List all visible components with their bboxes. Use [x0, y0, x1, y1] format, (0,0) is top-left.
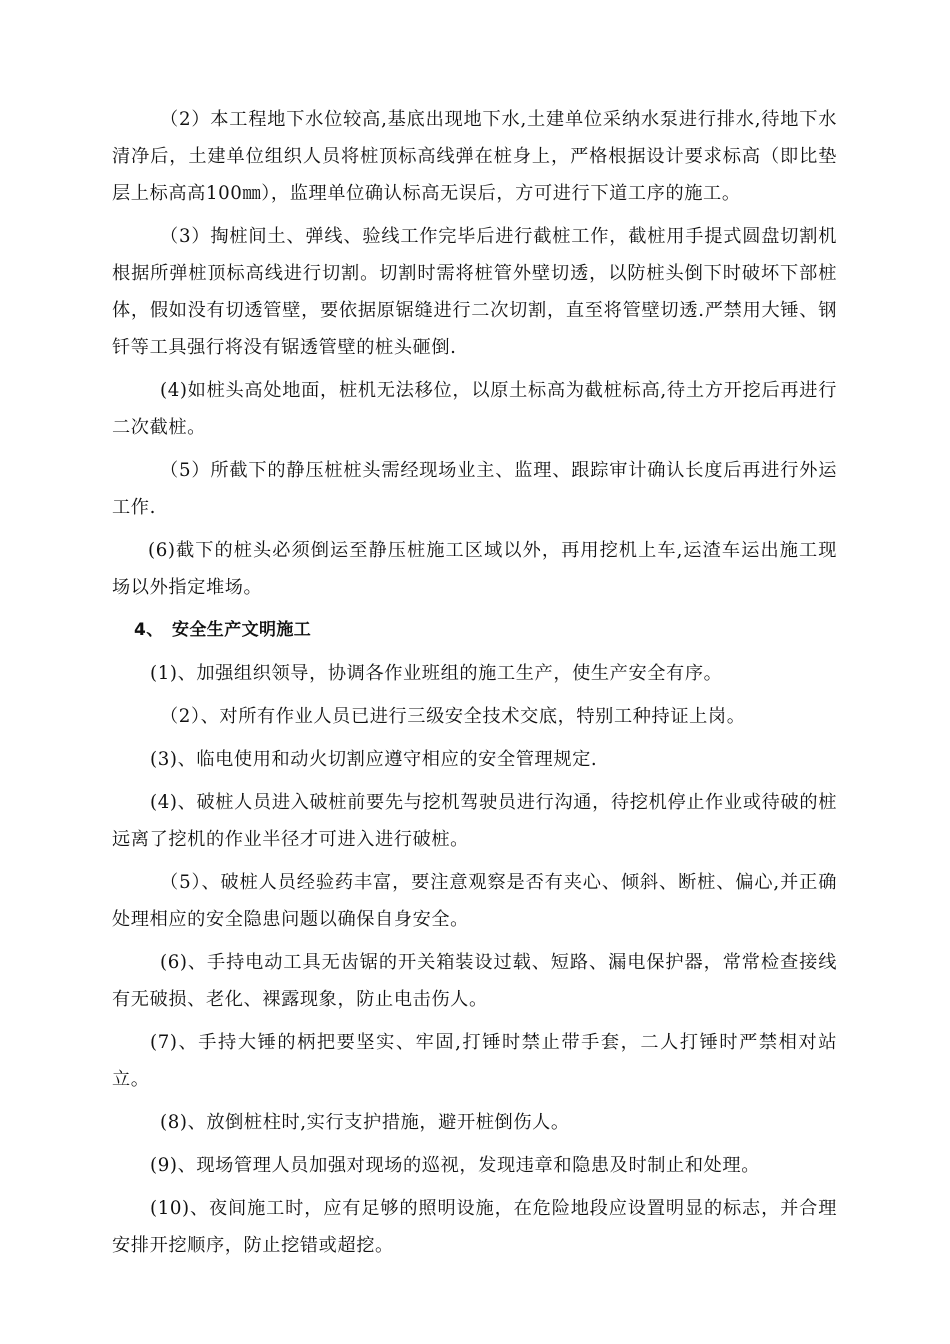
document-body — [112, 101, 837, 1270]
paragraph-3: （3）掏桩间土、弹线、验线工作完毕后进行截桩工作，截桩用手提式圆盘切割机根据所弹桩顶标高线进行切割。切割时需将桩管外壁切透，以防桩头倒下时破坏下部桩体，假如没有切透管壁，要依据原锯缝进行二次切割，直至将管壁切透.严禁用大锤、钢钎等工具强行将没有锯透管壁的桩头砸倒. — [112, 226, 837, 358]
paragraph-2: （2）本工程地下水位较高,基底出现地下水,土建单位采纳水泵进行排水,待地下水清净后，土建单位组织人员将桩顶标高线弹在桩身上，严格根据设计要求标高（即比垫层上标高高100㎜），监理单位确认标高无误后，方可进行下道工序的施工。 — [112, 109, 837, 204]
paragraph-6: (6)截下的桩头必须倒运至静压桩施工区域以外，再用挖机上车,运渣车运出施工现场以外指定堆场。 — [112, 540, 837, 598]
safety-item-1: (1)、加强组织领导，协调各作业班组的施工生产，使生产安全有序。 — [150, 663, 723, 684]
paragraph-4: (4)如桩头高处地面，桩机无法移位，以原土标高为截桩标高,待土方开挖后再进行二次截桩。 — [112, 380, 837, 438]
safety-item-6: (6)、手持电动工具无齿锯的开关箱装设过载、短路、漏电保护器，常常检查接线有无破损、老化、裸露现象，防止电击伤人。 — [112, 952, 837, 1010]
safety-item-2: （2）、对所有作业人员已进行三级安全技术交底，特别工种持证上岗。 — [160, 706, 746, 727]
safety-item-8: (8)、放倒桩柱时,实行支护措施，避开桩倒伤人。 — [160, 1112, 570, 1133]
safety-item-4: (4)、破桩人员进入破桩前要先与挖机驾驶员进行沟通，待挖机停止作业或待破的桩远离了挖机的作业半径才可进入进行破桩。 — [112, 792, 837, 850]
section-heading — [112, 612, 837, 649]
section-number: 4、 — [134, 620, 164, 640]
safety-item-9: (9)、现场管理人员加强对现场的巡视，发现违章和隐患及时制止和处理。 — [150, 1155, 760, 1176]
safety-item-3: (3)、临电使用和动火切割应遵守相应的安全管理规定. — [150, 749, 598, 770]
safety-item-10: (10)、夜间施工时，应有足够的照明设施，在危险地段应设置明显的标志，并合理安排开挖顺序，防止挖错或超挖。 — [112, 1198, 837, 1256]
paragraph-5: （5）所截下的静压桩桩头需经现场业主、监理、跟踪审计确认长度后再进行外运工作. — [112, 460, 837, 518]
safety-item-5: （5）、破桩人员经验药丰富，要注意观察是否有夹心、倾斜、断桩、偏心,并正确处理相应的安全隐患问题以确保自身安全。 — [112, 872, 837, 930]
section-title: 安全生产文明施工 — [172, 620, 312, 640]
safety-item-7: (7)、手持大锤的柄把要坚实、牢固,打锤时禁止带手套，二人打锤时严禁相对站立。 — [112, 1032, 837, 1090]
